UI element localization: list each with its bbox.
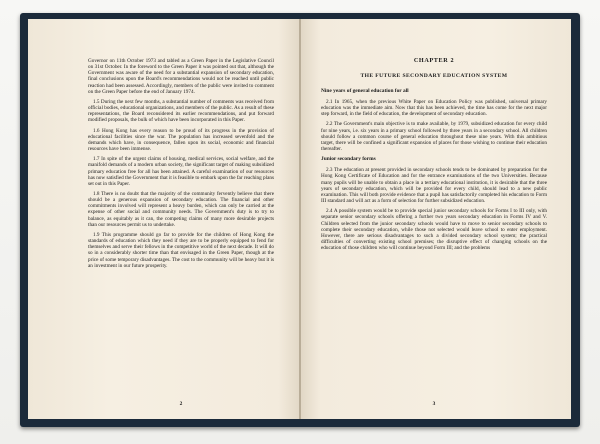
paragraph-2-2: 2.2 The Government's main objective is to make available, by 1979, subsidized education for every child for nine years, i.e. six years in a primary school followed by three years in a secondary school. All children should follow a common course of general education throughout these nine years. With this ambitious target, there will be confined a significant expansion of places for those wishing to continue their education thereafter. [321,121,547,153]
paragraph-1-6: 1.6 Hong Kong has every reason to be proud of its progress in the provision of educational facilities since the war. The population has increased sevenfold and the demands which have, in consequence, fallen upon its social, economic and financial resources have been immense. [88,127,274,153]
right-page [301,19,571,419]
paragraph-2-3: 2.3 The education at present provided in secondary schools tends to be dominated by preparation for the Hong Kong Certificate of Education and for the entrance examinations of the two Universities. Because many pupils will be unable to obtain a place in a tertiary educational institution, it is desirable that the three years of secondary education, which will be provided for every child, should lead to a new public examination. This will both provide evidence that a pupil has satisfactorily completed his education to Form III standard and will act as a form of selection for further subsidized education. [321,167,547,205]
chapter-number: CHAPTER 2 [413,57,455,64]
paragraph-1-7: 1.7 In spite of the urgent claims of housing, medical services, social welfare, and the manifold demands of a modern urban society, the significant target of making subsidized primary education free for all has been attained. A careful examination of our resources has now satisfied the Government that it is feasible to embark upon the far reaching plans set out in this Paper. [88,156,274,187]
section-heading-junior-secondary: Junior secondary forms [321,156,376,163]
paragraph-1-8: 1.8 There is no doubt that the majority of the community fervently believe that there should be a generous expansion of secondary education. The financial and other commitments involved will represent a heavy burden, which can only be carried at the expense of other social and community needs. The Government's duty is to try to balance, as equitably as it can, the competing claims of many more desirable projects than our resources permit us to undertake. [88,190,274,228]
paragraph-1-9: 1.9 This programme should go far to provide for the children of Hong Kong the standards of education which they need if they are to be properly equipped to fend for themselves and serve their fellows in the competitive world of the next decade. It will do so in a considerably shorter time than that envisaged in the Green Paper, though at the price of some temporary disadvantages. The cost to the community will be heavy but it is an investment in our future prosperity. [88,231,274,269]
paragraph-2-1: 2.1 In 1965, when the previous White Paper on Education Policy was published, universal primary education was the immediate aim. Now that this has been achieved, the time has come for the next major step forward, in the field of education, the development of secondary education. [321,99,547,118]
left-page [28,19,300,419]
left-paragraph-1: Governor on 11th October 1973 and tabled as a Green Paper in the Legislative Council on 31st October. In the foreword to the Green Paper it was pointed out that, although the Government was aware of the need for a substantial expansion of secondary education, final conclusions upon the Board's recommendations would not be reached until public reaction had been assessed. Accordingly, members of the public were invited to comment on the Green Paper before the end of January 1974. [88,58,274,95]
page-number-right: 3 [432,401,436,407]
chapter-title: THE FUTURE SECONDARY EDUCATION SYSTEM [360,73,508,79]
paragraph-2-4: 2.4 A possible system would be to provide special junior secondary schools for Forms I to III only, with separate senior secondary schools offering a further two years secondary education in Forms IV and V. Children selected from the junior secondary schools would have to move to senior secondary schools to complete their secondary education, while those not selected would leave school to enter employment. However, there are serious disadvantages to such a divided secondary school system; the practical difficulties of converting existing school premises; the disruptive effect of changing schools on the education of those children who will continue beyond Form III; and the problems [321,208,547,252]
page-number-left: 2 [179,401,183,407]
section-heading-nine-years: Nine years of general education for all [321,88,409,94]
paragraph-1-5: 1.5 During the next few months, a substantial number of comments was received from official bodies, educational organizations, and members of the public. As a result of these representations, the Board reconsidered its earlier recommendations, and put forward modified proposals, the bulk of which have been incorporated in this Paper. [88,98,274,124]
